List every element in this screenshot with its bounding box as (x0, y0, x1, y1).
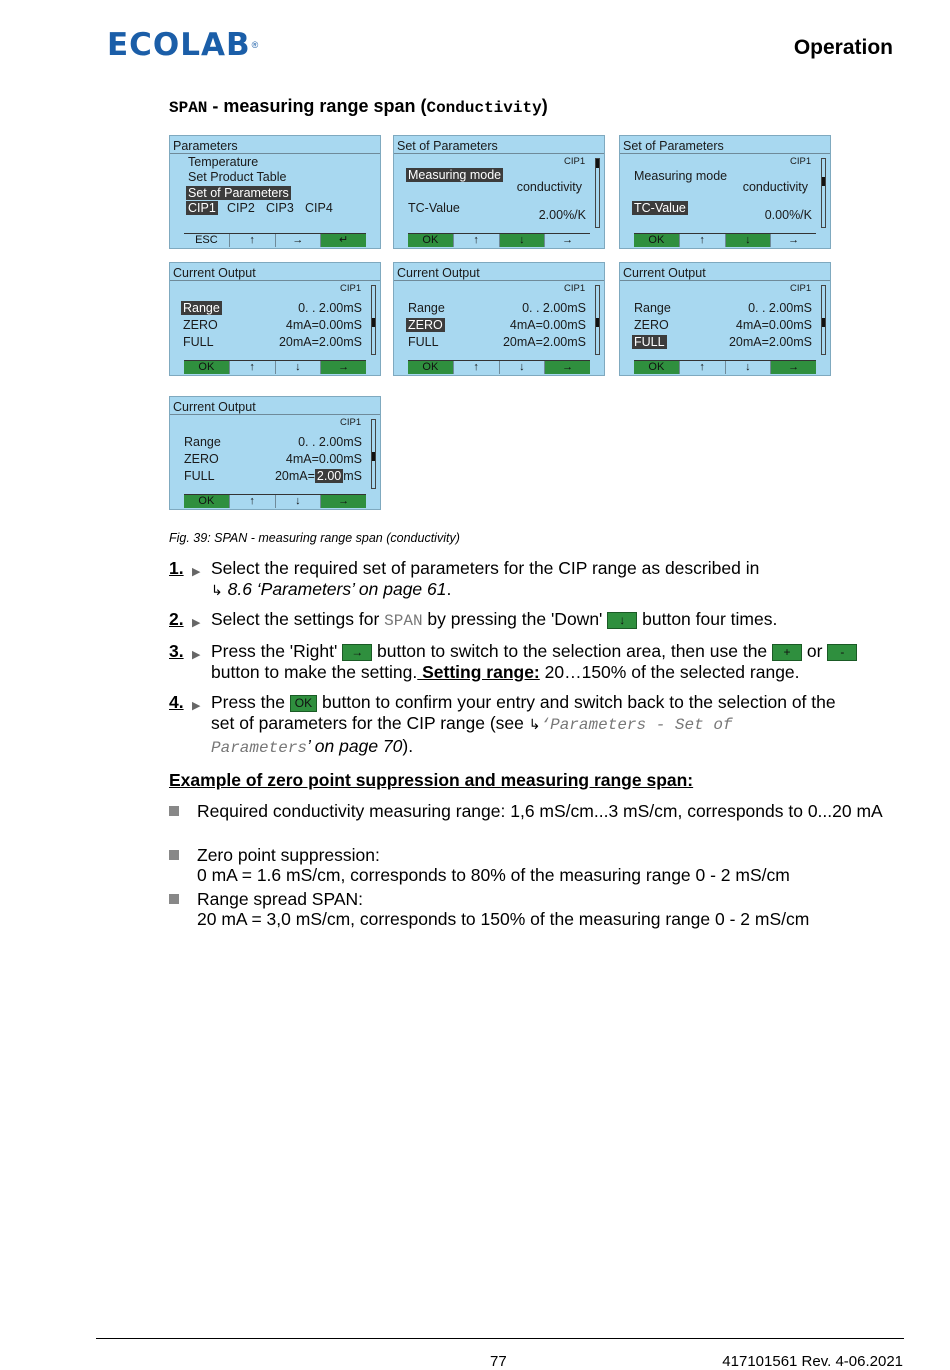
step-text (211, 692, 841, 759)
section-title: Operation (793, 36, 893, 59)
cip1-option: CIP1 (188, 201, 216, 215)
heading-code2: Conductivity (426, 99, 542, 117)
tc-value: 2.00%/K (538, 208, 586, 222)
bullet-item (169, 889, 889, 931)
bullet-item (169, 801, 889, 843)
bullet-line-1: Zero point suppression: (197, 845, 380, 865)
cross-reference-link[interactable]: ‘Parameters - Set of Parameters (211, 716, 733, 757)
step-arrow-icon: ▶ (192, 700, 201, 712)
step-number: 3. (169, 641, 184, 661)
bullet-text (197, 845, 897, 885)
full-value-editing (275, 469, 362, 483)
step-number: 4. (169, 692, 184, 712)
zero-value: 4mA=0.00mS (735, 318, 812, 332)
measuring-mode-value: conductivity (516, 180, 582, 194)
measuring-mode-label: Measuring mode (634, 169, 728, 183)
softkey-bar (408, 360, 590, 374)
bullet-line-1: Range spread SPAN: (197, 889, 364, 909)
full-value-edit-field: 2.00 (316, 469, 342, 483)
menu-item-product-table: Set Product Table (188, 170, 287, 184)
tc-value-label: TC-Value (634, 201, 686, 215)
softkey-up: ↑ (679, 234, 725, 247)
softkey-enter: ↵ (320, 234, 366, 247)
cross-reference-link[interactable]: 8.6 ‘Parameters’ on page 61 (222, 579, 447, 599)
softkey-up: ↑ (453, 234, 499, 247)
scrollbar (595, 285, 600, 355)
title-divider (620, 153, 830, 154)
heading-text: - measuring range span ( (207, 96, 427, 116)
step-text-end: ). (402, 736, 414, 756)
lcd-screen-current-output-range (169, 262, 381, 376)
cip-indicator: CIP1 (340, 417, 362, 428)
full-value-prefix: 20mA= (274, 469, 315, 483)
softkey-bar (634, 233, 816, 247)
softkey-down: ↓ (275, 361, 321, 374)
lcd-screen-set-of-parameters-2 (619, 135, 831, 249)
full-label: FULL (634, 335, 665, 349)
softkey-bar (184, 494, 366, 508)
step-text (211, 558, 871, 601)
softkey-ok: OK (634, 361, 679, 374)
step-text-c: button four times. (637, 609, 778, 629)
softkey-right: → (275, 234, 321, 247)
step-text-c: or (802, 641, 828, 661)
range-label: Range (408, 301, 445, 315)
step-number: 1. (169, 558, 184, 578)
step-text-e: 20…150% of the selected range. (539, 662, 800, 682)
bullet-square-icon (169, 894, 179, 904)
ecolab-logo (107, 28, 258, 62)
step-text-b: by pressing the 'Down' (422, 609, 608, 629)
scrollbar-thumb (372, 318, 375, 327)
page-number: 77 (490, 1353, 507, 1370)
screen-title: Set of Parameters (623, 139, 724, 153)
softkey-right: → (544, 361, 590, 374)
logo-text: ECOLAB (107, 27, 251, 63)
softkey-up: ↑ (229, 361, 275, 374)
softkey-bar (184, 233, 366, 247)
step-text (211, 609, 871, 632)
title-divider (620, 280, 830, 281)
step-number: 2. (169, 609, 184, 629)
full-label: FULL (184, 469, 215, 483)
cip-indicator: CIP1 (340, 283, 362, 294)
zero-label: ZERO (408, 318, 443, 332)
softkey-down: ↓ (499, 234, 545, 247)
softkey-ok: OK (634, 234, 679, 247)
step-text-a: Select the settings for (211, 609, 385, 629)
step-text-d: button to make the setting. (211, 662, 418, 682)
title-divider (170, 414, 380, 415)
softkey-ok: OK (408, 234, 453, 247)
step-text-a: Select the required set of parameters for the CIP range as described in (211, 558, 760, 578)
step-4 (169, 692, 869, 756)
step-text-b: button to confirm your entry and switch back to the selection of the set of parameters for the CIP range (see (211, 692, 836, 733)
cip-indicator: CIP1 (564, 156, 586, 167)
cip4-option: CIP4 (305, 201, 333, 215)
scrollbar-thumb (822, 177, 825, 186)
scrollbar-thumb (596, 318, 599, 327)
softkey-up: ↑ (229, 234, 275, 247)
ok-button-icon: OK (290, 695, 317, 712)
softkey-right: → (320, 361, 366, 374)
scrollbar-thumb (596, 159, 599, 168)
range-label: Range (184, 435, 221, 449)
full-value-unit: mS (343, 469, 362, 483)
softkey-down: ↓ (725, 361, 771, 374)
screen-title: Current Output (173, 400, 256, 414)
zero-value: 4mA=0.00mS (509, 318, 586, 332)
cip-indicator: CIP1 (564, 283, 586, 294)
scrollbar (821, 158, 826, 228)
range-value: 0. . 2.00mS (748, 301, 812, 315)
full-label: FULL (183, 335, 214, 349)
tc-value-label: TC-Value (408, 201, 460, 215)
scrollbar (371, 419, 376, 489)
title-divider (394, 280, 604, 281)
range-value: 0. . 2.00mS (298, 435, 362, 449)
heading-close: ) (541, 96, 548, 116)
softkey-ok: OK (408, 361, 453, 374)
softkey-right: → (770, 361, 816, 374)
zero-label: ZERO (634, 318, 669, 332)
softkey-up: ↑ (679, 361, 725, 374)
screen-title: Set of Parameters (397, 139, 498, 153)
softkey-ok: OK (184, 495, 229, 508)
zero-label: ZERO (183, 318, 218, 332)
title-divider (170, 280, 380, 281)
softkey-down: ↓ (725, 234, 771, 247)
footer-divider (96, 1338, 904, 1339)
range-label: Range (634, 301, 671, 315)
bullet-text (197, 889, 897, 929)
screen-title: Current Output (173, 266, 256, 280)
softkey-down: ↓ (499, 361, 545, 374)
step-3 (169, 641, 869, 683)
softkey-bar (184, 360, 366, 374)
tc-value: 0.00%/K (764, 208, 812, 222)
cross-reference-page: ’ on page 70 (307, 736, 403, 756)
figure-caption: Fig. 39: SPAN - measuring range span (conductivity) (169, 531, 460, 545)
full-label: FULL (408, 335, 439, 349)
step-1 (169, 558, 869, 600)
cip-indicator: CIP1 (790, 156, 812, 167)
step-arrow-icon: ▶ (192, 566, 201, 578)
lcd-screen-current-output-edit (169, 396, 381, 510)
softkey-esc: ESC (195, 234, 218, 246)
scrollbar (371, 285, 376, 355)
title-divider (170, 153, 380, 154)
cip-indicator: CIP1 (790, 283, 812, 294)
range-value: 0. . 2.00mS (522, 301, 586, 315)
bullet-square-icon (169, 806, 179, 816)
step-text-end: . (446, 579, 452, 599)
setting-range-label: Setting range: (417, 662, 540, 682)
bullet-item (169, 845, 889, 887)
zero-value: 4mA=0.00mS (285, 318, 362, 332)
menu-item-set-of-parameters: Set of Parameters (188, 186, 289, 200)
bullet-line-2: 0 mA = 1.6 mS/cm, corresponds to 80% of the measuring range 0 - 2 mS/cm (197, 865, 790, 885)
lcd-screen-parameters (169, 135, 381, 249)
step-text (211, 641, 871, 683)
screen-title: Current Output (623, 266, 706, 280)
span-code: SPAN (384, 612, 423, 630)
full-value: 20mA=2.00mS (278, 335, 362, 349)
zero-label: ZERO (184, 452, 219, 466)
scrollbar-thumb (822, 318, 825, 327)
bullet-square-icon (169, 850, 179, 860)
step-2 (169, 609, 869, 633)
range-value: 0. . 2.00mS (298, 301, 362, 315)
full-value: 20mA=2.00mS (728, 335, 812, 349)
step-text-b: button to switch to the selection area, then use the (372, 641, 773, 661)
example-heading: Example of zero point suppression and measuring range span: (169, 770, 694, 790)
measuring-mode-value: conductivity (742, 180, 808, 194)
lcd-screen-current-output-zero (393, 262, 605, 376)
cip2-option: CIP2 (227, 201, 255, 215)
cross-reference-icon: ↳ (211, 582, 223, 598)
zero-value: 4mA=0.00mS (285, 452, 362, 466)
softkey-up: ↑ (229, 495, 275, 508)
step-text-a: Press the 'Right' (211, 641, 343, 661)
step-text-a: Press the (211, 692, 290, 712)
softkey-right: → (544, 234, 590, 247)
softkey-down: ↓ (275, 495, 321, 508)
softkey-bar (408, 233, 590, 247)
softkey-right: → (320, 495, 366, 508)
logo-registered-mark: ® (251, 40, 259, 50)
measuring-mode-label: Measuring mode (408, 168, 502, 182)
bullet-text: Required conductivity measuring range: 1,6 mS/cm...3 mS/cm, corresponds to 0...20 mA (197, 801, 883, 821)
bullet-line-2: 20 mA = 3,0 mS/cm, corresponds to 150% of the measuring range 0 - 2 mS/cm (197, 909, 810, 929)
document-reference: 417101561 Rev. 4-06.2021 (722, 1353, 903, 1370)
softkey-ok: OK (184, 361, 229, 374)
scrollbar (595, 158, 600, 228)
scrollbar (821, 285, 826, 355)
step-arrow-icon: ▶ (192, 649, 201, 661)
heading-code: SPAN (169, 99, 208, 117)
right-button-icon: → (342, 644, 372, 661)
scrollbar-thumb (372, 452, 375, 461)
full-value: 20mA=2.00mS (502, 335, 586, 349)
page-heading (169, 96, 548, 117)
softkey-right: → (770, 234, 816, 247)
menu-item-temperature: Temperature (188, 155, 259, 169)
minus-button-icon: - (827, 644, 857, 661)
lcd-screen-set-of-parameters-1 (393, 135, 605, 249)
step-arrow-icon: ▶ (192, 617, 201, 629)
title-divider (394, 153, 604, 154)
screen-title: Parameters (173, 139, 238, 153)
down-button-icon: ↓ (607, 612, 637, 629)
cross-reference-icon: ↳ (528, 716, 541, 732)
screen-title: Current Output (397, 266, 480, 280)
softkey-bar (634, 360, 816, 374)
range-label: Range (183, 301, 220, 315)
cip3-option: CIP3 (266, 201, 294, 215)
softkey-up: ↑ (453, 361, 499, 374)
plus-button-icon: + (772, 644, 802, 661)
lcd-screen-current-output-full (619, 262, 831, 376)
